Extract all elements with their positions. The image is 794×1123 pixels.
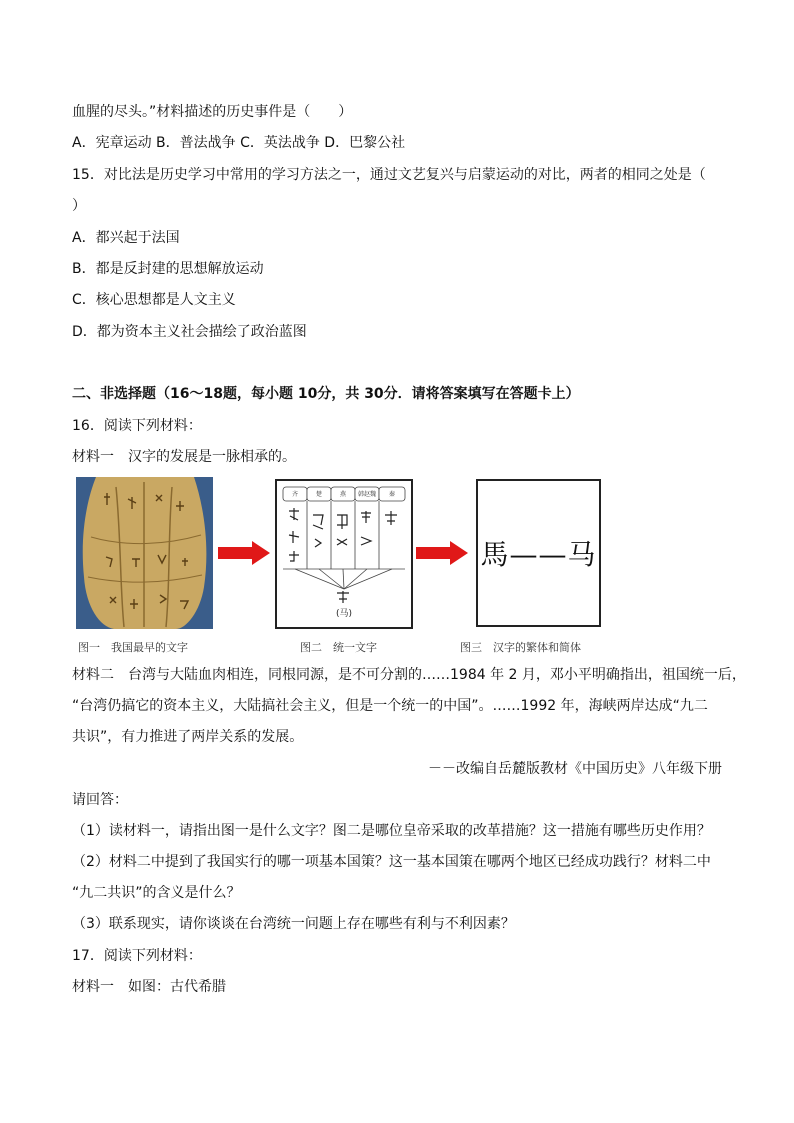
state-label: 楚	[315, 491, 322, 498]
material-two-line-3: 共识”，有力推进了两岸关系的发展。	[72, 729, 304, 745]
traditional-simplified-figure	[476, 479, 601, 627]
option-d: D．都为资本主义社会描绘了政治蓝图	[72, 324, 307, 340]
option-a: A．都兴起于法国	[72, 230, 180, 246]
sub-question-2-cont: “九二共识”的含义是什么？	[72, 885, 241, 901]
question-15-stem: 15．对比法是历史学习中常用的学习方法之一，通过文艺复兴与启蒙运动的对比，两者的相同之处是（	[72, 167, 706, 183]
unified-script-diagram	[275, 479, 413, 629]
caption-figure-3: 图三 汉字的繁体和简体	[460, 641, 581, 654]
sub-question-2: （2）材料二中提到了我国实行的哪一项基本国策？这一基本国策在哪两个地区已经成功践行？材料二中	[72, 854, 711, 870]
arrow-right-icon	[416, 541, 468, 569]
question-15-stem-end: ）	[72, 198, 86, 214]
material-two-line-1: 材料二 台湾与大陆血肉相连，同根同源，是不可分割的……1984 年 2 月，邓小平明确指出，祖国统一后，	[72, 667, 746, 683]
material-source: －－改编自岳麓版教材《中国历史》八年级下册	[428, 761, 722, 777]
figure-3-text: 馬——马	[480, 538, 597, 571]
question-14-options: A．宪章运动 B．普法战争 C．英法战争 D．巴黎公社	[72, 135, 406, 151]
option-c: C．核心思想都是人文主义	[72, 292, 236, 308]
figure-2-label: (马)	[335, 609, 353, 619]
material-one: 材料一 汉字的发展是一脉相承的。	[72, 449, 296, 465]
section-heading: 二、非选择题（16～18题，每小题 10分，共 30分．请将答案填写在答题卡上）	[72, 386, 580, 402]
caption-figure-2: 图二 统一文字	[300, 641, 377, 654]
question-16-title: 16．阅读下列材料：	[72, 418, 202, 434]
state-label: 齐	[291, 491, 298, 498]
option-b: B．都是反封建的思想解放运动	[72, 261, 264, 277]
material-two-line-2: “台湾仍搞它的资本主义，大陆搞社会主义，但是一个统一的中国”。……1992 年，海峡两岸达成“九二	[72, 698, 708, 714]
state-label: 秦	[388, 491, 395, 498]
question-17-material-one: 材料一 如图：古代希腊	[72, 979, 226, 995]
question-14-tail: 血腥的尽头。”材料描述的历史事件是（ ）	[72, 104, 353, 120]
sub-question-3: （3）联系现实，请你谈谈在台湾统一问题上存在哪些有利与不利因素？	[72, 916, 515, 932]
state-label: 燕	[339, 491, 346, 498]
oracle-bone-image	[76, 477, 213, 629]
state-label: 韩赵魏	[357, 491, 376, 498]
sub-question-1: （1）读材料一，请指出图一是什么文字？图二是哪位皇帝采取的改革措施？这一措施有哪些历史作用？	[72, 823, 711, 839]
caption-figure-1: 图一 我国最早的文字	[78, 641, 188, 654]
answer-prompt: 请回答：	[72, 792, 128, 808]
arrow-right-icon	[218, 541, 270, 569]
question-17-title: 17．阅读下列材料：	[72, 948, 202, 964]
state-labels	[283, 489, 405, 498]
